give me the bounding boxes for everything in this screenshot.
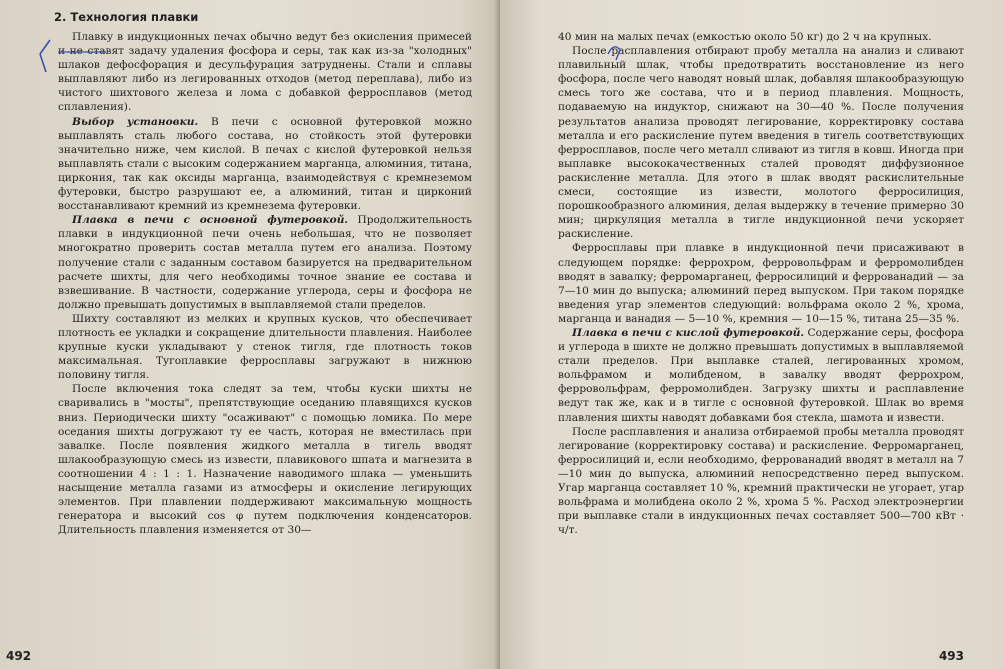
runin-title-basic-lining: Плавка в печи с основной футеровкой. bbox=[72, 214, 349, 227]
paragraph-after-melting: После расплавления отбирают пробу металла на анализ и сливают плавильный шлак, чтобы предотвратить восстановление из него фосфора, после чего наводят новый шлак, добавляя шлакообразующую смесь того же состава, что и в период плавления. Мощность, подаваемую на индуктор, снижают на 30—40 %. После получения результатов анализа проводят легирование, корректировку состава металла и его раскисление путем введения в тигель соответствующих ферросплавов, после чего металл сливают из тигля в ковш. Иногда при выплавке высококачественных сталей проводят диффузионное раскисление металла. Для этого в шлак вводят раскислительные смеси, состоящие из извести, молотого ферросилиция, порошкообразного алюминия, делая выдержку в течение примерно 30 мин; циркуляция металла в тигле индукционной печи ускоряет раскисление. bbox=[558, 45, 964, 241]
paragraph-melting: После включения тока следят за тем, чтобы куски шихты не сваривались в "мосты", препятствующие оседанию плавящихся кусков вниз. Периодически шихту "осаживают" с помощью ломика. По мере оседания шихты догружают ту ее часть, которая не вместилась при завалке. После появления жидкого металла в тигель вводят шлакообразующую смесь из извести, плавикового шпата и магнезита в соотношении 4 : 1 : 1. Назначение наводимого шлака — уменьшить насыщение металла газами из атмосферы и окисление легирующих элементов. При плавлении поддерживают максимальную мощность генератора и высокий cos φ путем подключения конденсаторов. Длительность плавления изменяется от 30— bbox=[58, 383, 472, 537]
paragraph-charge: Шихту составляют из мелких и крупных кусков, что обеспечивает плотность ее укладки и сокращение длительности плавления. Наиболее крупные куски укладывают у стенок тигля, где плотность токов максимальная. Тугоплавкие ферросплавы загружают в нижнюю половину тигля. bbox=[58, 312, 472, 382]
pen-mark-left-margin bbox=[36, 36, 60, 76]
paragraph-basic-lining bbox=[58, 213, 472, 312]
runin-title-acid-lining: Плавка в печи с кислой футеровкой. bbox=[572, 326, 805, 339]
paragraph-ferroalloys: Ферросплавы при плавке в индукционной печи присаживают в следующем порядке: феррохром, ферровольфрам и ферромолибден вводят в завалку; ферромарганец, ферросилиций и феррованадий — за 7—10 мин до выпуска; алюминий перед выпуском. При таком порядке введения угар элементов следующий: вольфрама около 2 %, хрома, марганца и ванадия — 5—10 %, кремния — 10—15 %, титана 25—35 %. bbox=[558, 242, 964, 325]
paragraph-furnace-choice bbox=[58, 115, 472, 214]
page-number-left: 492 bbox=[6, 649, 32, 663]
paragraph-furnace-choice-text: В печи с основной футеровкой можно выплавлять сталь любого состава, но стойкость этой футеровки значительно ниже, чем кислой. В печах с кислой футеровкой нельзя выплавлять стали с высоким содержанием марганца, алюминия, титана, циркония, так как оксиды марганца, взаимодействуя с кремнеземом футеровки, быстро разрушают ее, а алюминий, титан и цирконий восстанавливают кремний из кремнезема футеровки. bbox=[58, 115, 473, 213]
paragraph-intro: Плавку в индукционных печах обычно ведут без окисления примесей и не ставят задачу удаления фосфора и серы, так как из-за "холодных" шлаков дефосфорация и десульфурация затруднены. Стали и сплавы выплавляют либо из легированных отходов (метод переплава), либо из чистого шихтового железа и лома с добавкой ферросплавов (метод сплавления). bbox=[58, 31, 472, 114]
paragraph-continued: 40 мин на малых печах (емкостью около 50 кг) до 2 ч на крупных. bbox=[558, 31, 932, 43]
paragraph-acid-lining-text: Содержание серы, фосфора и углерода в шихте не должно превышать допустимых в выплавляемой стали пределов. При выплавке сталей, легированных хромом, вольфрамом и молибденом, в завалку вводят феррохром, ферровольфрам, ферромолибден. Загрузку шихты и расплавление ведут так же, как и в тигле с основной футеровкой. Шлак во время плавления шихты наводят добавками боя стекла, шамота и извести. bbox=[558, 326, 965, 424]
paragraph-acid-lining bbox=[558, 326, 964, 425]
paragraph-basic-lining-text: Продолжительность плавки в индукционной печи очень небольшая, что не позволяет многократно проверить состав металла путем его анализа. Поэтому получение стали с заданным составом базируется на предварительном расчете шихты, для чего необходимы точное знание ее состава и взвешивание. В частности, содержание углерода, серы и фосфора не должно превышать допустимых в выплавляемой стали пределов. bbox=[58, 214, 472, 311]
section-heading: 2. Технология плавки bbox=[54, 10, 199, 24]
left-page bbox=[0, 0, 500, 669]
runin-title-furnace-choice: Выбор установки. bbox=[72, 115, 199, 128]
page-number-right: 493 bbox=[938, 649, 964, 663]
right-page bbox=[500, 0, 1004, 669]
paragraph-final: После расплавления и анализа отбираемой пробы металла проводят легирование (корректировку состава) и раскисление. Ферромарганец, ферросилиций и, если необходимо, феррованадий вводят в металл на 7—10 мин до выпуска, алюминий непосредственно перед выпуском. Угар марганца составляет 10 %, кремний практически не угорает, угар вольфрама и молибдена около 2 %, хрома 5 %. Расход электроэнергии при выплавке стали в индукционных печах составляет 500—700 кВт · ч/т. bbox=[558, 425, 964, 537]
